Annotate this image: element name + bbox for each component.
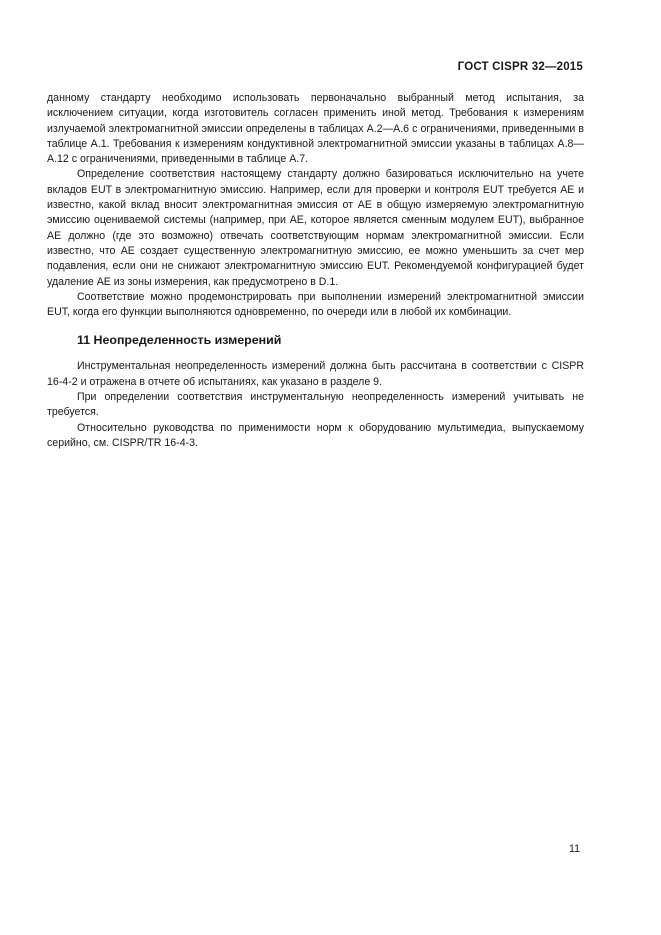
paragraph-multimedia-guidance: Относительно руководства по применимости норм к оборудованию мультимедиа, выпускаемому серийно, см. CISPR/TR 16-4-3.	[47, 421, 584, 449]
document-code-header: ГОСТ CISPR 32—2015	[457, 61, 583, 73]
paragraph-continuation: данному стандарту необходимо использовать первоначально выбранный метод испытания, за исключением ситуации, когда изготовитель согласен применить иной метод. Требования к измерениям излучаемой электромагнитной эмиссии определены в таблицах А.2—А.6 с ограничениями, приведенными в таблице А.1. Требования к измерениям кондуктивной электромагнитной эмиссии указаны в таблицах А.8—А.12 с ограничениями, приведенными в таблице А.7.	[47, 92, 584, 166]
paragraph-uncertainty-not-required: При определении соответствия инструментальную неопределенность измерений учитывать не требуется.	[47, 391, 584, 419]
section-heading: 11 Неопределенность измерений	[77, 333, 282, 348]
page-number: 11	[569, 843, 580, 855]
paragraph-compliance-demonstration: Соответствие можно продемонстрировать при выполнении измерений электромагнитной эмиссии EUT, когда его функции выполняются одновременно, по очереди или в любой их комбинации.	[47, 290, 584, 319]
paragraph-compliance-determination: Определение соответствия настоящему стандарту должно базироваться исключительно на учете вкладов EUT в электромагнитную эмиссию. Например, если для проверки и контроля EUT требуется AE и известно, какой вклад вносит электромагнитная эмиссия от AE в общую измеряемую электромагнитную эмиссию оцениваемой системы (например, при AE, которое является сменным модулем EUT), выбранное AE должно (где это возможно) отвечать соответствующим нормам электромагнитной эмиссии. Если известно, что AE создает существенную электромагнитную эмиссию, ее можно уменьшить за счет мер подавления, если они не снижают электромагнитную эмиссию EUT. Рекомендуемой конфигурацией будет удаление AE из зоны измерения, как предусмотрено в D.1.	[47, 168, 584, 288]
document-body	[47, 91, 584, 451]
paragraph-instrumental-uncertainty: Инструментальная неопределенность измерений должна быть рассчитана в соответствии с CISPR 16-4-2 и отражена в отчете об испытаниях, как указано в разделе 9.	[47, 360, 584, 388]
